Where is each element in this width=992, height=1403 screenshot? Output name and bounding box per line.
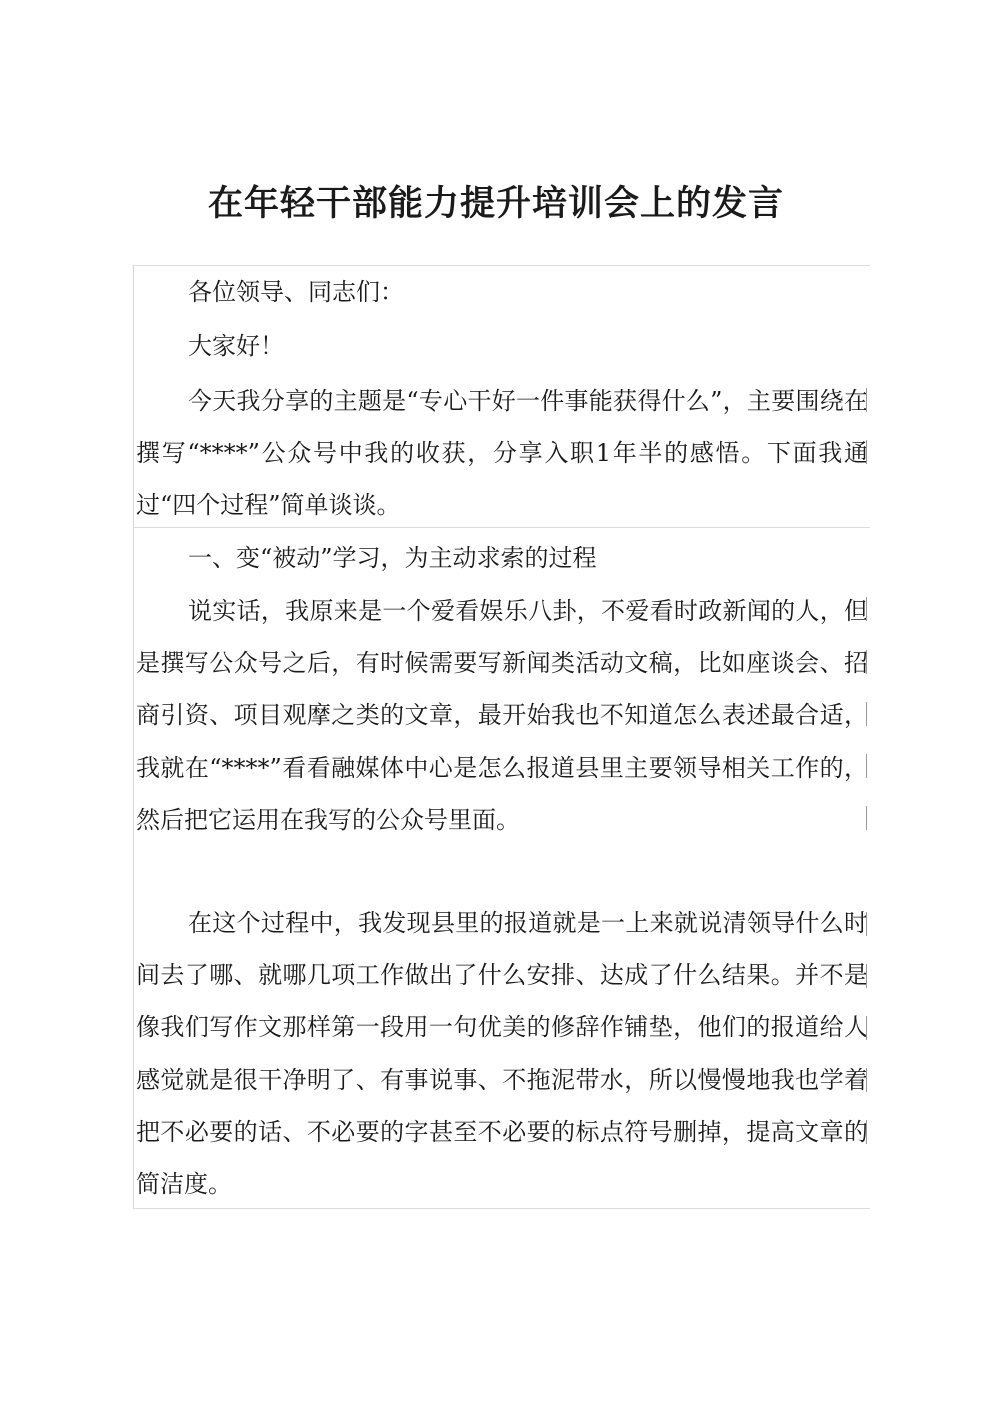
margin-tick bbox=[866, 1016, 867, 1040]
salutation: 各位领导、同志们： bbox=[188, 278, 404, 306]
margin-tick bbox=[866, 806, 867, 830]
document-title: 在年轻干部能力提升培训会上的发言 bbox=[207, 183, 784, 224]
margin-tick bbox=[866, 597, 867, 621]
intro-paragraph: 今天我分享的主题是“专心干好一件事能获得什么”，主要围绕在撰写“****”公众号中我的收获，分享入职1年半的感悟。下面我通过“四个过程”简单谈谈。 bbox=[136, 387, 868, 520]
margin-tick bbox=[866, 964, 867, 988]
margin-tick bbox=[866, 440, 867, 464]
margin-tick bbox=[866, 388, 867, 412]
margin-tick bbox=[866, 650, 867, 674]
margin-tick bbox=[866, 912, 867, 936]
margin-tick bbox=[866, 1120, 867, 1144]
body-paragraph: 在这个过程中，我发现县里的报道就是一上来就说清领导什么时间去了哪、就哪几项工作做出了什么安排、达成了什么结果。并不是像我们写作文那样第一段用一句优美的修辞作铺垫，他们的报道给人感觉就是很干净明了、有事说事、不拖泥带水，所以慢慢地我也学着把不必要的话、不必要的字甚至不必要的标点符号删掉，提高文章的简洁度。 bbox=[136, 909, 868, 1199]
body-text-area bbox=[133, 265, 870, 1209]
margin-tick bbox=[866, 1068, 867, 1092]
body-paragraph: 说实话，我原来是一个爱看娱乐八卦，不爱看时政新闻的人，但是撰写公众号之后，有时候需要写新闻类活动文稿，比如座谈会、招商引资、项目观摩之类的文章，最开始我也不知道怎么表述最合适，我就在“****”看看融媒体中心是怎么报道县里主要领导相关工作的，然后把它运用在我写的公众号里面。 bbox=[136, 597, 868, 834]
greeting: 大家好！ bbox=[188, 332, 284, 360]
section-heading: 一、变“被动”学习，为主动求索的过程 bbox=[188, 544, 597, 572]
margin-tick bbox=[866, 754, 867, 778]
margin-tick bbox=[866, 702, 867, 726]
